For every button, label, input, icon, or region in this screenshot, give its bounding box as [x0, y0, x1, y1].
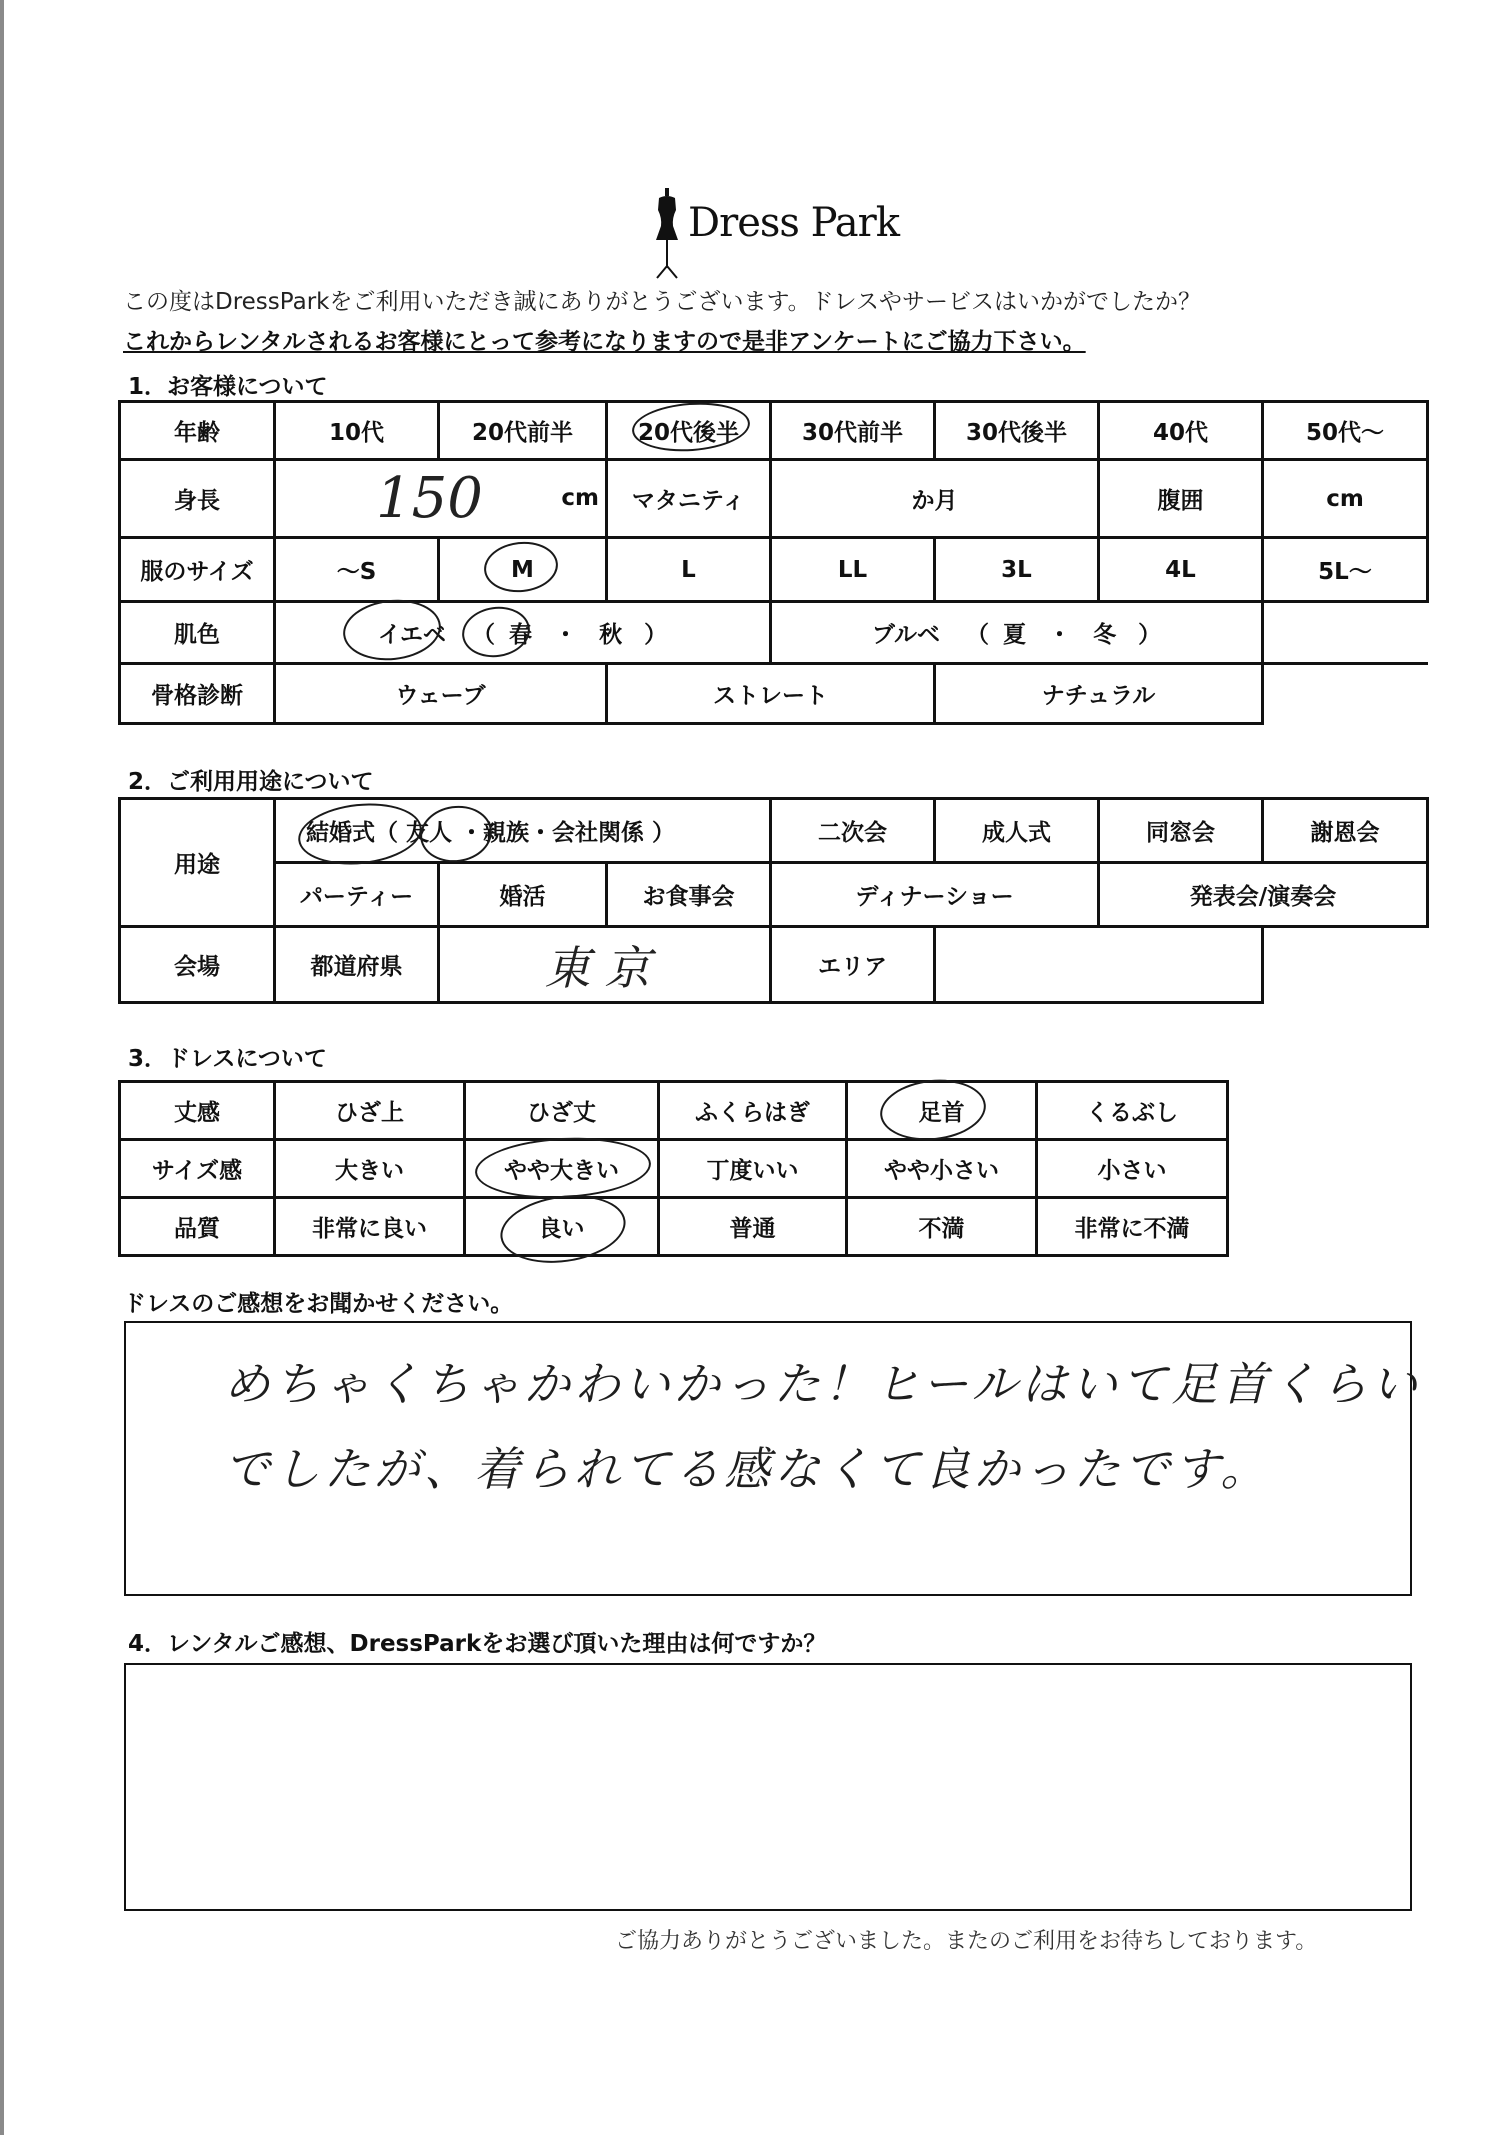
size-option[interactable]: LL — [771, 538, 935, 602]
area-label: エリア — [771, 927, 935, 1003]
age-option-selected[interactable]: 20代後半 — [607, 402, 771, 460]
height-field[interactable] — [275, 460, 607, 538]
venue-row — [120, 927, 1428, 1003]
impressions-title: ドレスのご感想をお聞かせください。 — [123, 1291, 514, 1317]
fit-row — [120, 1140, 1228, 1198]
impressions-line: めちゃくちゃかわいかった！ヒールはいて足首くらい — [224, 1357, 1422, 1411]
size-row — [120, 538, 1428, 602]
length-label: 丈感 — [120, 1082, 275, 1140]
frame-label: 骨格診断 — [120, 664, 275, 724]
dress-form-icon — [652, 188, 682, 280]
blue-base-group — [771, 602, 1263, 664]
size-option[interactable]: 5L～ — [1263, 538, 1428, 602]
skin-label: 肌色 — [120, 602, 275, 664]
age-label: 年齢 — [120, 402, 275, 460]
months-unit: か月 — [911, 488, 958, 514]
size-option[interactable]: 3L — [935, 538, 1099, 602]
summer-option[interactable]: 夏 — [1003, 622, 1027, 648]
purpose-row-1 — [120, 799, 1428, 863]
paren: ） — [1138, 622, 1162, 648]
purpose-option[interactable]: 婚活 — [439, 863, 607, 927]
header — [0, 180, 1500, 280]
waist-field[interactable] — [1263, 460, 1428, 538]
impressions-box[interactable] — [124, 1321, 1422, 1596]
maternity-months-field[interactable] — [771, 460, 1099, 538]
paren: （ — [966, 622, 990, 648]
dress-table — [118, 1080, 1229, 1257]
purpose-row-2 — [120, 863, 1428, 927]
wedding-group — [275, 799, 771, 863]
height-value: 150 — [376, 466, 483, 531]
frame-option[interactable]: ナチュラル — [935, 664, 1263, 724]
length-option[interactable]: ひざ上 — [275, 1082, 465, 1140]
area-field[interactable] — [935, 927, 1263, 1003]
intro-text: この度はDressParkをご利用いただき誠にありがとうございます。ドレスやサービスはいかがでしたか？ — [123, 289, 1201, 315]
customer-table — [118, 400, 1429, 725]
section-4-title: 4．レンタルご感想、DressParkをお選び頂いた理由は何ですか？ — [128, 1631, 827, 1657]
quality-option[interactable]: 非常に不満 — [1037, 1198, 1228, 1256]
quality-option-selected[interactable]: 良い — [465, 1198, 659, 1256]
purpose-option[interactable]: パーティー — [275, 863, 439, 927]
size-option-selected[interactable]: M — [439, 538, 607, 602]
wedding-option[interactable]: 結婚式（ — [306, 820, 398, 846]
footer-text: ご協力ありがとうございました。またのご利用をお待ちしております。 — [615, 1929, 1318, 1954]
size-option[interactable]: ～S — [275, 538, 439, 602]
usage-table — [118, 797, 1429, 1004]
height-unit: cm — [561, 485, 599, 511]
skin-row — [120, 602, 1428, 664]
prefecture-label: 都道府県 — [275, 927, 439, 1003]
empty-cell — [1263, 927, 1428, 1003]
quality-label: 品質 — [120, 1198, 275, 1256]
length-option-selected[interactable]: 足首 — [847, 1082, 1037, 1140]
reason-box[interactable] — [124, 1663, 1412, 1911]
fit-option-selected[interactable]: やや大きい — [465, 1140, 659, 1198]
maternity-label: マタニティ — [607, 460, 771, 538]
empty-cell — [1263, 664, 1428, 724]
dot: ・ — [1048, 622, 1072, 648]
age-option[interactable]: 30代前半 — [771, 402, 935, 460]
relatives-option[interactable]: ・親族・会社関係 ） — [460, 820, 676, 846]
height-label: 身長 — [120, 460, 275, 538]
purpose-option[interactable]: お食事会 — [607, 863, 771, 927]
quality-option[interactable]: 非常に良い — [275, 1198, 465, 1256]
fit-option[interactable]: 大きい — [275, 1140, 465, 1198]
winter-option[interactable]: 冬 — [1093, 622, 1117, 648]
length-option[interactable]: ふくらはぎ — [659, 1082, 847, 1140]
yellow-base-group — [275, 602, 771, 664]
empty-cell — [1263, 602, 1428, 664]
size-label: 服のサイズ — [120, 538, 275, 602]
age-option[interactable]: 10代 — [275, 402, 439, 460]
section-2-title: 2．ご利用用途について — [128, 769, 374, 795]
waist-label: 腹囲 — [1099, 460, 1263, 538]
spring-option[interactable]: 春 — [509, 622, 533, 648]
fit-option[interactable]: 丁度いい — [659, 1140, 847, 1198]
dot: ・ — [554, 622, 578, 648]
length-option[interactable]: くるぶし — [1037, 1082, 1228, 1140]
venue-label: 会場 — [120, 927, 275, 1003]
height-row — [120, 460, 1428, 538]
frame-row — [120, 664, 1428, 724]
age-row — [120, 402, 1428, 460]
impressions-line: でしたが、着られてる感なくて良かったです。 — [224, 1442, 1271, 1496]
intro-request: これからレンタルされるお客様にとって参考になりますので是非アンケートにご協力下さい。 — [123, 329, 1086, 355]
age-option[interactable]: 40代 — [1099, 402, 1263, 460]
quality-row — [120, 1198, 1228, 1256]
quality-option[interactable]: 不満 — [847, 1198, 1037, 1256]
fit-label: サイズ感 — [120, 1140, 275, 1198]
logo-text: Dress Park — [688, 200, 899, 246]
scan-edge — [0, 0, 4, 2135]
quality-option[interactable]: 普通 — [659, 1198, 847, 1256]
frame-option[interactable]: ウェーブ — [275, 664, 607, 724]
yellow-base-option[interactable]: イエベ — [377, 622, 446, 648]
purpose-option[interactable]: 成人式 — [935, 799, 1099, 863]
purpose-option[interactable]: 謝恩会 — [1263, 799, 1428, 863]
autumn-option[interactable]: 秋 — [599, 622, 623, 648]
age-option[interactable]: 50代～ — [1263, 402, 1428, 460]
purpose-option[interactable]: ディナーショー — [771, 863, 1099, 927]
section-3-title: 3．ドレスについて — [128, 1046, 327, 1072]
size-option[interactable]: L — [607, 538, 771, 602]
purpose-option[interactable]: 同窓会 — [1099, 799, 1263, 863]
paren: ） — [644, 622, 668, 648]
prefecture-field[interactable] — [439, 927, 771, 1003]
prefecture-value: 東京 — [544, 940, 665, 995]
purpose-option[interactable]: 発表会/演奏会 — [1099, 863, 1428, 927]
section-1-title: 1．お客様について — [128, 374, 328, 400]
age-option[interactable]: 20代前半 — [439, 402, 607, 460]
size-option[interactable]: 4L — [1099, 538, 1263, 602]
blue-base-option[interactable]: ブルベ — [871, 622, 940, 648]
age-option[interactable]: 30代後半 — [935, 402, 1099, 460]
length-option[interactable]: ひざ丈 — [465, 1082, 659, 1140]
waist-unit: cm — [1326, 485, 1364, 512]
fit-option[interactable]: 小さい — [1037, 1140, 1228, 1198]
friend-option[interactable]: 友人 — [406, 820, 453, 846]
purpose-label: 用途 — [120, 799, 275, 927]
fit-option[interactable]: やや小さい — [847, 1140, 1037, 1198]
paren: （ — [472, 622, 496, 648]
length-row — [120, 1082, 1228, 1140]
frame-option[interactable]: ストレート — [607, 664, 935, 724]
purpose-option[interactable]: 二次会 — [771, 799, 935, 863]
